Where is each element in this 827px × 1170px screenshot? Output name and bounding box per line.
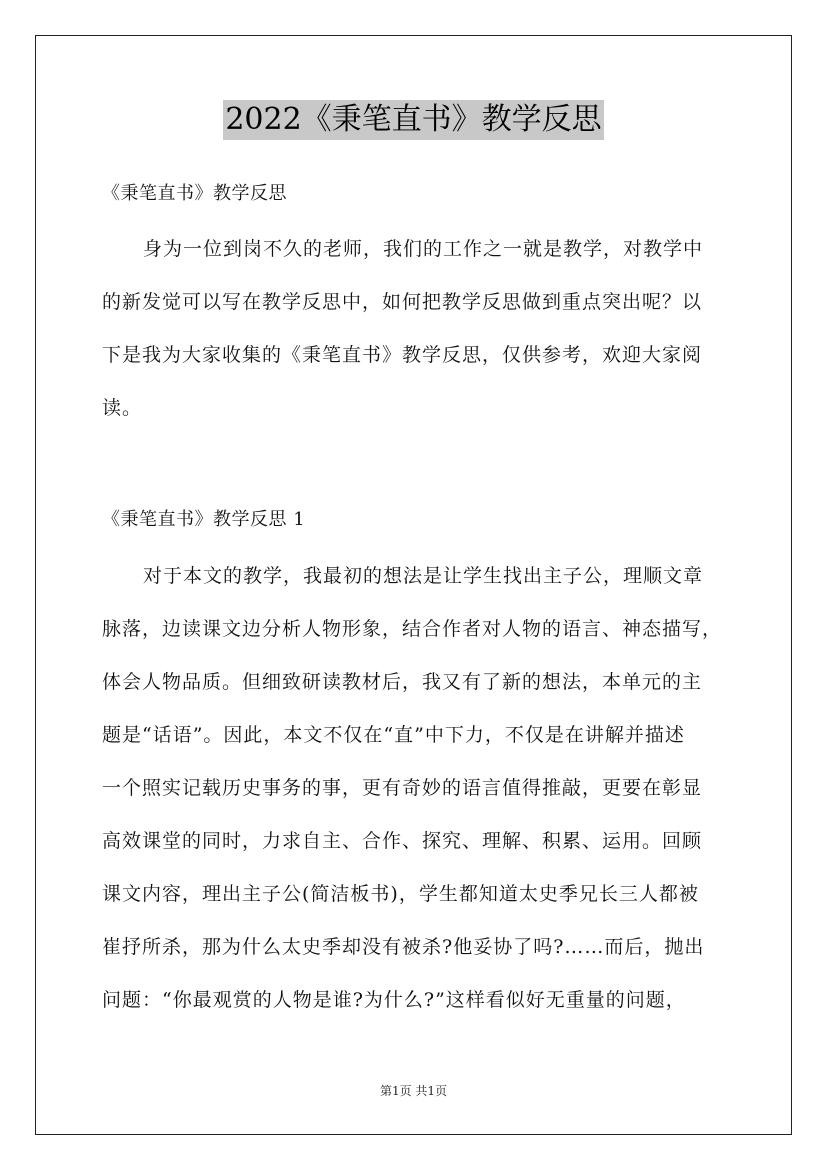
section-heading: 《秉笔直书》教学反思 1 [102,509,306,530]
body-line: 崔抒所杀，那为什么太史季却没有被杀?他妥协了吗?……而后，抛出 [102,936,705,958]
document-title: 2022《秉笔直书》教学反思 [223,100,603,140]
subheading: 《秉笔直书》教学反思 [102,183,287,204]
body-line: 高效课堂的同时，力求自主、合作、探究、理解、积累、运用。回顾 [102,830,703,852]
body-line: 体会人物品质。但细致研读教材后，我又有了新的想法，本单元的主 [102,671,703,693]
body-line: 题是“话语”。因此，本文不仅在“直”中下力，不仅是在讲解并描述 [102,724,685,746]
title-container [0,100,827,140]
body-line: 脉落，边读课文边分析人物形象，结合作者对人物的语言、神态描写， [102,618,723,640]
body-line: 课文内容，理出主子公(简洁板书)，学生都知道太史季兄长三人都被 [102,883,699,905]
intro-line: 读。 [102,397,143,419]
body-line: 一个照实记载历史事务的事，更有奇妙的语言值得推敲，更要在彰显 [102,777,703,799]
body-line: 问题：“你最观赏的人物是谁?为什么?”这样看似好无重量的问题， [102,989,686,1011]
intro-line: 身为一位到岗不久的老师，我们的工作之一就是教学，对教学中 [143,238,704,260]
intro-line: 的新发觉可以写在教学反思中，如何把教学反思做到重点突出呢？以 [102,291,703,313]
body-line: 对于本文的教学，我最初的想法是让学生找出主子公，理顺文章 [143,565,704,587]
page-footer: 第1页 共1页 [379,1084,448,1098]
intro-line: 下是我为大家收集的《秉笔直书》教学反思，仅供参考，欢迎大家阅 [102,344,703,366]
